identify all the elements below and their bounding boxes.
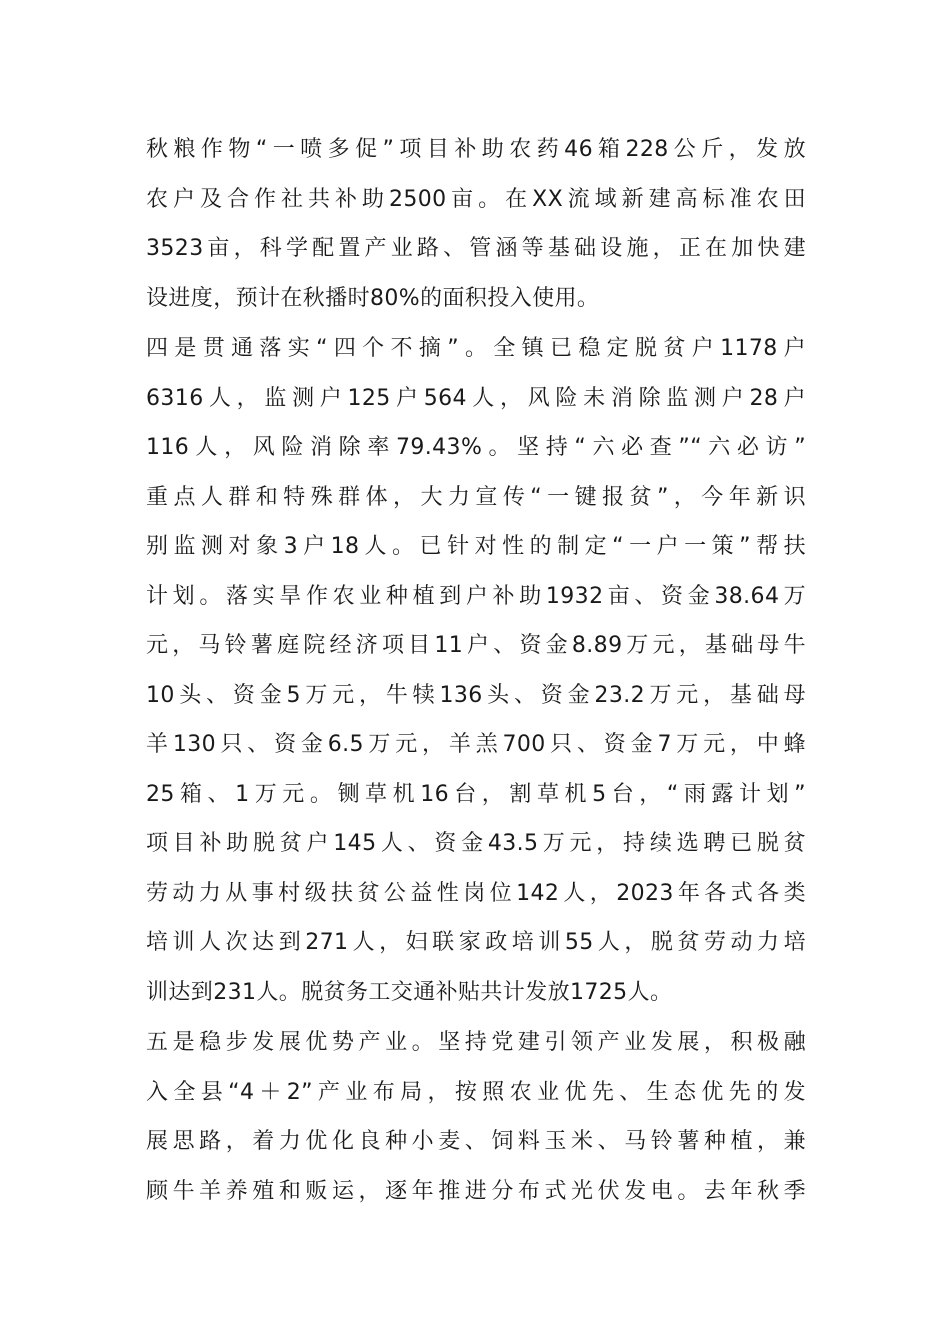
text-line: 劳动力从事村级扶贫公益性岗位142人，2023年各式各类 (146, 880, 806, 906)
text-line: 116人，风险消除率79.43%。坚持“六必查”“六必访” (146, 435, 806, 460)
text-line: 别监测对象3户18人。已针对性的制定“一户一策”帮扶 (146, 534, 806, 559)
text-line: 四是贯通落实“四个不摘”。全镇已稳定脱贫户1178户 (146, 336, 806, 361)
text-line: 羊130只、资金6.5万元，羊羔700只、资金7万元，中蜂 (146, 732, 806, 757)
text-line: 展思路，着力优化良种小麦、饲料玉米、马铃薯种植，兼 (146, 1129, 806, 1154)
text-line: 25箱、1万元。铡草机16台，割草机5台，“雨露计划” (146, 781, 806, 807)
text-line: 农户及合作社共补助2500亩。在XX流域新建高标准农田 (146, 186, 806, 212)
paragraph-autumn-grain (146, 125, 816, 323)
text-line: 重点人群和特殊群体，大力宣传“一键报贫”，今年新识 (146, 484, 806, 510)
text-line: 秋粮作物“一喷多促”项目补助农药46箱228公斤，发放 (146, 137, 806, 162)
text-line: 6316人，监测户125户564人，风险未消除监测户28户 (146, 385, 806, 411)
text-line: 3523亩，科学配置产业路、管涵等基础设施，正在加快建 (146, 236, 806, 261)
text-line: 五是稳步发展优势产业。坚持党建引领产业发展，积极融 (146, 1030, 806, 1055)
text-line: 培训人次达到271人，妇联家政培训55人，脱贫劳动力培 (146, 930, 806, 955)
text-line: 10头、资金5万元，牛犊136头、资金23.2万元，基础母 (146, 682, 806, 708)
text-line: 顾牛羊养殖和贩运，逐年推进分布式光伏发电。去年秋季 (146, 1178, 806, 1204)
text-line: 设进度，预计在秋播时80%的面积投入使用。 (146, 285, 600, 311)
document-body (146, 125, 816, 1216)
text-line: 元，马铃薯庭院经济项目11户、资金8.89万元，基础母牛 (146, 633, 806, 658)
text-line: 项目补助脱贫户145人、资金43.5万元，持续选聘已脱贫 (146, 831, 806, 856)
paragraph-advantage-industry (146, 1018, 816, 1216)
paragraph-four-no-removal (146, 324, 816, 1017)
text-line: 计划。落实旱作农业种植到户补助1932亩、资金38.64万 (146, 583, 806, 609)
text-line: 入全县“4＋2”产业布局，按照农业优先、生态优先的发 (146, 1079, 806, 1105)
text-line: 训达到231人。脱贫务工交通补贴共计发放1725人。 (146, 979, 673, 1005)
